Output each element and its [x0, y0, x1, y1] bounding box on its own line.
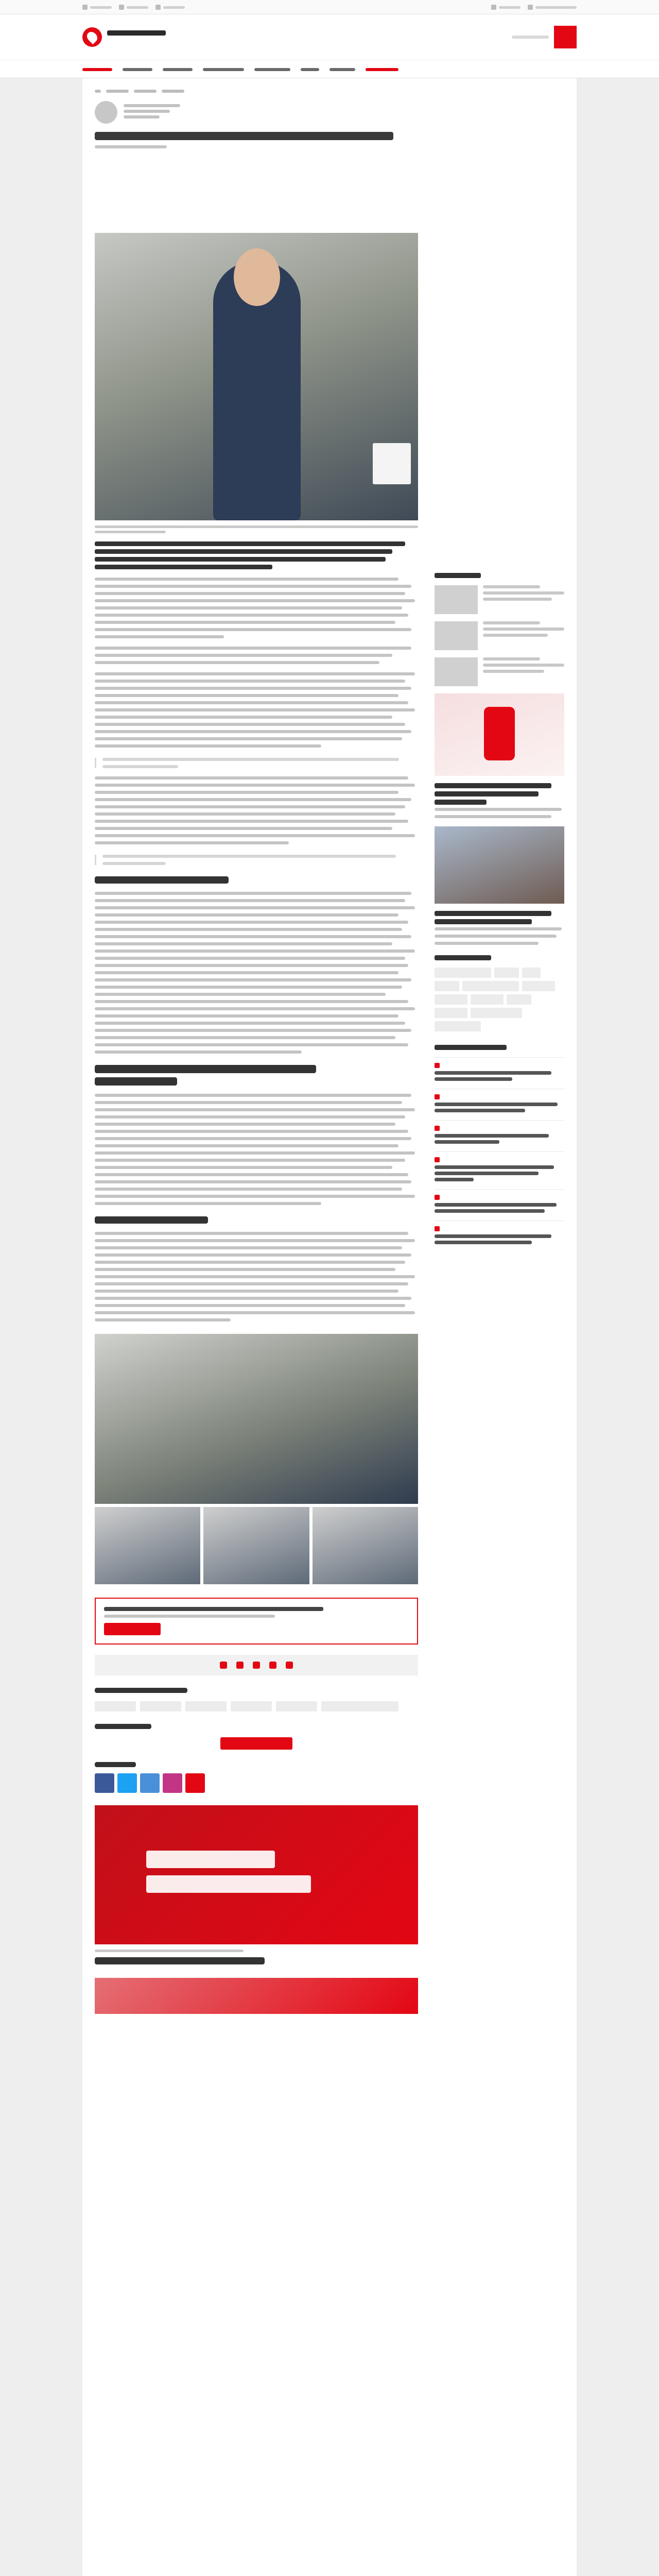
- map-pin-icon: [82, 27, 102, 47]
- topic-chip[interactable]: [435, 968, 491, 978]
- article-paragraph: [95, 1094, 418, 1205]
- article-body: [95, 233, 418, 2014]
- topic-chip[interactable]: [471, 994, 504, 1005]
- sidebar-promo-title[interactable]: [435, 911, 564, 924]
- gallery-thumbnail[interactable]: [203, 1507, 309, 1584]
- comment-button[interactable]: [220, 1737, 292, 1750]
- utility-link[interactable]: [119, 5, 148, 10]
- tag-chip[interactable]: [185, 1701, 227, 1711]
- article-paragraph: [95, 647, 418, 664]
- instagram-icon[interactable]: [163, 1773, 182, 1793]
- topic-list: [435, 968, 564, 1031]
- section-heading: [95, 876, 229, 884]
- sidebar: [435, 573, 564, 1252]
- twitter-icon[interactable]: [253, 1662, 260, 1669]
- tag-chip[interactable]: [95, 1701, 136, 1711]
- sidebar-heading: [435, 955, 491, 960]
- sidebar-promo[interactable]: [435, 693, 564, 776]
- article-paragraph: [95, 776, 418, 844]
- article-paragraph: [95, 672, 418, 748]
- heart-icon[interactable]: [220, 1662, 227, 1669]
- user-icon: [528, 5, 533, 10]
- home-icon[interactable]: [95, 90, 101, 93]
- nav-item-community[interactable]: [366, 68, 398, 71]
- header-badge[interactable]: [554, 26, 577, 48]
- tag-chip[interactable]: [140, 1701, 181, 1711]
- nav-item[interactable]: [301, 68, 319, 71]
- article-paragraph: [95, 1232, 418, 1321]
- gallery-count-badge[interactable]: [373, 443, 411, 484]
- sidebar-heading: [435, 573, 481, 578]
- gallery-image[interactable]: [95, 1334, 418, 1504]
- most-read-item[interactable]: [435, 1189, 564, 1221]
- gallery-thumbnail[interactable]: [95, 1507, 200, 1584]
- avatar[interactable]: [95, 101, 117, 124]
- bell-icon: [155, 5, 161, 10]
- newsletter-box: [95, 1598, 418, 1645]
- nav-item[interactable]: [163, 68, 193, 71]
- mail-icon[interactable]: [269, 1662, 276, 1669]
- search-icon: [491, 5, 496, 10]
- article-lead: [95, 541, 418, 569]
- facebook-icon[interactable]: [95, 1773, 114, 1793]
- image-caption: [95, 526, 418, 533]
- nav-item[interactable]: [254, 68, 290, 71]
- photo-gallery: [95, 1334, 418, 1584]
- search-link[interactable]: [491, 5, 521, 10]
- topic-chip[interactable]: [462, 981, 519, 991]
- nav-item[interactable]: [203, 68, 244, 71]
- most-read-item[interactable]: [435, 1151, 564, 1189]
- share-bar: [95, 1655, 418, 1675]
- twitter-icon[interactable]: [117, 1773, 137, 1793]
- topic-chip[interactable]: [435, 994, 467, 1005]
- article-page: [82, 78, 577, 2576]
- article-paragraph: [95, 578, 418, 638]
- login-link[interactable]: [528, 5, 577, 10]
- article-paragraph: [95, 892, 418, 1054]
- utility-link[interactable]: [155, 5, 185, 10]
- topic-chip[interactable]: [494, 968, 519, 978]
- phone-icon: [119, 5, 124, 10]
- section-heading: [95, 1688, 187, 1693]
- topic-chip[interactable]: [435, 1021, 481, 1031]
- social-links: [95, 1773, 418, 1793]
- print-icon[interactable]: [286, 1662, 293, 1669]
- pull-quote: [95, 758, 418, 768]
- most-read-item[interactable]: [435, 1221, 564, 1252]
- sidebar-item[interactable]: [435, 621, 564, 650]
- tag-chip[interactable]: [321, 1701, 398, 1711]
- most-read-item[interactable]: [435, 1089, 564, 1120]
- section-heading: [95, 1216, 208, 1224]
- nav-item[interactable]: [330, 68, 355, 71]
- sidebar-heading: [435, 1045, 507, 1050]
- section-heading: [95, 1762, 136, 1767]
- sidebar-item[interactable]: [435, 657, 564, 686]
- podcast-promo-banner[interactable]: [95, 1805, 418, 1944]
- section-heading: [95, 1724, 151, 1729]
- mail-icon: [82, 5, 88, 10]
- hero-image[interactable]: [95, 233, 418, 520]
- sidebar-promo-image[interactable]: [435, 826, 564, 904]
- newsletter-signup-button[interactable]: [104, 1623, 161, 1635]
- sidebar-promo-title[interactable]: [435, 783, 564, 805]
- youtube-icon[interactable]: [140, 1773, 160, 1793]
- tag-chip[interactable]: [276, 1701, 317, 1711]
- utility-link[interactable]: [82, 5, 112, 10]
- nav-item[interactable]: [123, 68, 152, 71]
- topic-chip[interactable]: [507, 994, 531, 1005]
- topic-chip[interactable]: [522, 981, 555, 991]
- page-title: [82, 124, 577, 140]
- gallery-thumbnail[interactable]: [313, 1507, 418, 1584]
- author-block: [82, 93, 577, 124]
- tag-list: [95, 1701, 418, 1711]
- most-read-item[interactable]: [435, 1120, 564, 1151]
- rss-icon[interactable]: [185, 1773, 205, 1793]
- topic-chip[interactable]: [435, 981, 459, 991]
- site-logo[interactable]: [82, 27, 205, 47]
- tag-chip[interactable]: [231, 1701, 272, 1711]
- topic-chip[interactable]: [522, 968, 541, 978]
- most-read-item[interactable]: [435, 1057, 564, 1089]
- main-nav: [0, 60, 659, 78]
- sidebar-item[interactable]: [435, 585, 564, 614]
- site-header: [0, 14, 659, 60]
- breadcrumb: [82, 78, 577, 93]
- nav-item-region[interactable]: [82, 68, 112, 71]
- article-date: [95, 145, 167, 148]
- section-heading: [95, 1065, 316, 1073]
- promo-banner[interactable]: [95, 1978, 418, 2014]
- topic-chip[interactable]: [435, 1008, 467, 1018]
- topic-chip[interactable]: [471, 1008, 522, 1018]
- utility-bar: [0, 0, 659, 14]
- facebook-icon[interactable]: [236, 1662, 244, 1669]
- pull-quote: [95, 855, 418, 865]
- promo-headline[interactable]: [95, 1957, 265, 1964]
